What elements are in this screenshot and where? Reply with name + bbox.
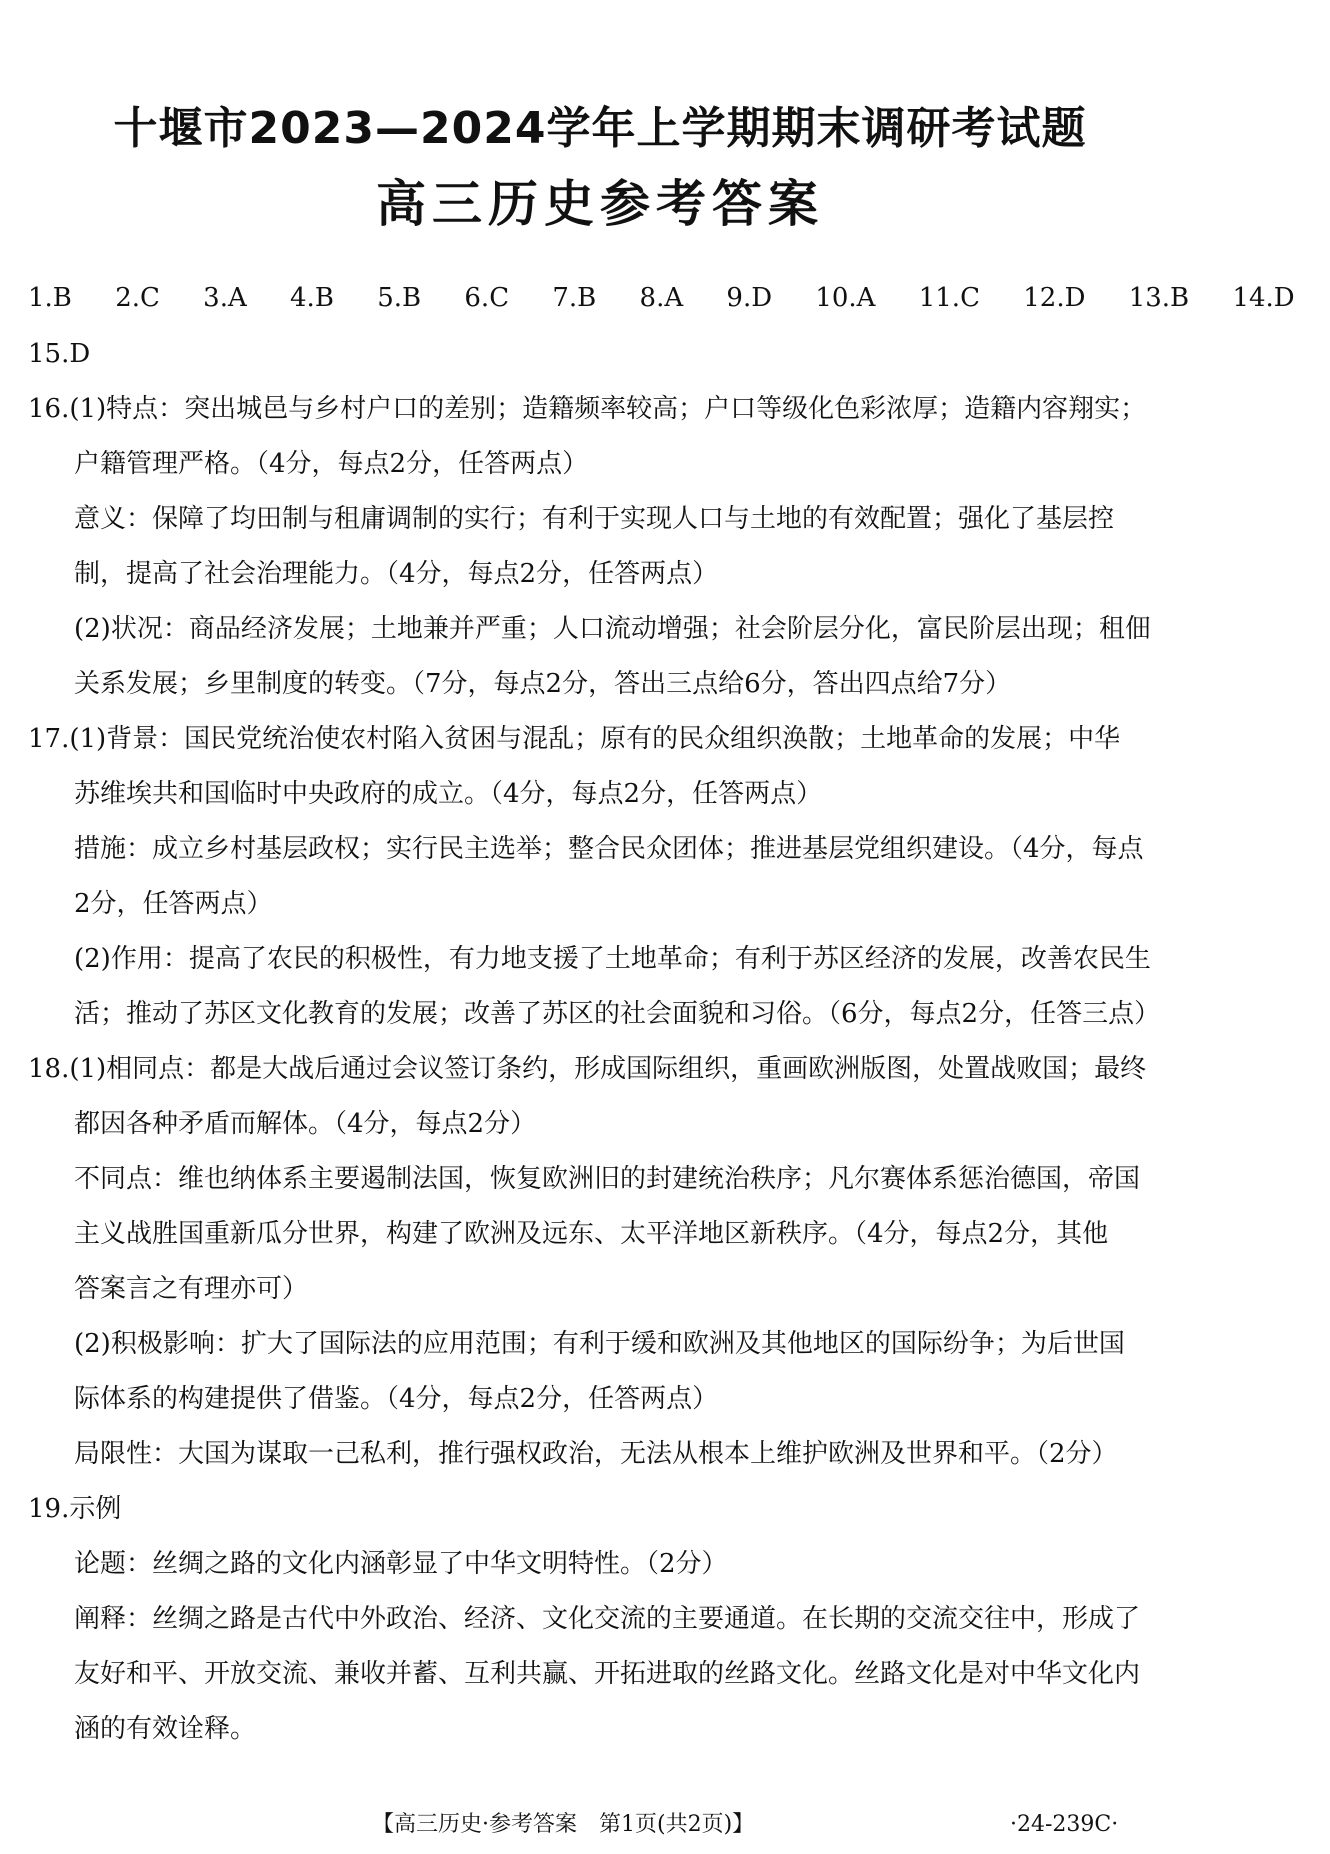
exam-title: 十堰市2023—2024学年上学期期末调研考试题 (113, 103, 1087, 154)
mc-answer: 9.D (726, 283, 773, 313)
mc-answer: 3.A (203, 283, 247, 313)
answer-line: 际体系的构建提供了借鉴。（4分，每点2分，任答两点） (74, 1384, 719, 1414)
answer-line: 意义：保障了均田制与租庸调制的实行；有利于实现人口与土地的有效配置；强化了基层控 (74, 504, 1115, 534)
mc-answer: 8.A (639, 283, 684, 313)
answer-key-subtitle: 高三历史参考答案 (376, 175, 824, 233)
answer-line: (2)状况：商品经济发展；土地兼并严重；人口流动增强；社会阶层分化，富民阶层出现；租佃 (74, 614, 1151, 644)
answer-line: 2分，任答两点） (74, 889, 273, 919)
answer-line: 论题：丝绸之路的文化内涵彰显了中华文明特性。（2分） (74, 1549, 728, 1579)
mc-answer: 11.C (918, 283, 980, 313)
mc-answer: 4.B (290, 283, 334, 313)
answer-line: (2)积极影响：扩大了国际法的应用范围；有利于缓和欧洲及其他地区的国际纷争；为后世国 (74, 1329, 1125, 1359)
mc-answer: 10.A (815, 283, 876, 313)
answer-line: 19.示例 (28, 1494, 122, 1524)
answer-line: 阐释：丝绸之路是古代中外政治、经济、文化交流的主要通道。在长期的交流交往中，形成了 (74, 1604, 1141, 1634)
answer-line: 18.(1)相同点：都是大战后通过会议签订条约，形成国际组织，重画欧洲版图，处置战败国；最终 (28, 1054, 1147, 1084)
mc-answer: 12.D (1023, 283, 1086, 313)
mc-answer: 14.D (1232, 283, 1295, 313)
answer-line: 户籍管理严格。（4分，每点2分，任答两点） (74, 449, 589, 479)
answer-line: 主义战胜国重新瓜分世界，构建了欧洲及远东、太平洋地区新秩序。（4分，每点2分，其他 (74, 1219, 1109, 1249)
mc-answer: 5.B (377, 283, 422, 313)
answer-line: 不同点：维也纳体系主要遏制法国，恢复欧洲旧的封建统治秩序；凡尔赛体系惩治德国，帝国 (74, 1164, 1141, 1194)
answer-line: 活；推动了苏区文化教育的发展；改善了苏区的社会面貌和习俗。（6分，每点2分，任答三点） (74, 999, 1161, 1029)
answer-line: 关系发展；乡里制度的转变。（7分，每点2分，答出三点给6分，答出四点给7分） (74, 669, 1012, 699)
mc-answer: 6.C (464, 283, 510, 313)
mc-answers-row (28, 282, 1330, 314)
answer-line: (2)作用：提高了农民的积极性，有力地支援了土地革命；有利于苏区经济的发展，改善农民生 (74, 944, 1151, 974)
answer-line: 局限性：大国为谋取一己私利，推行强权政治，无法从根本上维护欧洲及世界和平。（2分） (74, 1439, 1118, 1469)
answer-line: 都因各种矛盾而解体。（4分，每点2分） (74, 1109, 537, 1139)
answer-line: 答案言之有理亦可） (74, 1274, 309, 1304)
answer-line: 涵的有效诠释。 (74, 1714, 257, 1744)
mc-answer-15: 15.D (28, 339, 91, 369)
mc-answer: 2.C (115, 283, 160, 313)
answer-line: 制，提高了社会治理能力。（4分，每点2分，任答两点） (74, 559, 719, 589)
mc-answer: 13.B (1128, 283, 1190, 313)
answer-line: 16.(1)特点：突出城邑与乡村户口的差别；造籍频率较高；户口等级化色彩浓厚；造籍内容翔实； (28, 394, 1147, 424)
document-code: ·24-239C· (1010, 1812, 1119, 1837)
mc-answer: 1.B (28, 283, 72, 313)
answer-line: 17.(1)背景：国民党统治使农村陷入贫困与混乱；原有的民众组织涣散；土地革命的发展；中华 (28, 724, 1121, 754)
answer-line: 友好和平、开放交流、兼收并蓄、互利共赢、开拓进取的丝路文化。丝路文化是对中华文化内 (74, 1659, 1141, 1689)
answer-line: 苏维埃共和国临时中央政府的成立。（4分，每点2分，任答两点） (74, 779, 823, 809)
page-footer: 【高三历史·参考答案 第1页(共2页)】 (372, 1812, 755, 1837)
answer-line: 措施：成立乡村基层政权；实行民主选举；整合民众团体；推进基层党组织建设。（4分，每点 (74, 834, 1144, 864)
mc-answer: 7.B (552, 283, 597, 313)
